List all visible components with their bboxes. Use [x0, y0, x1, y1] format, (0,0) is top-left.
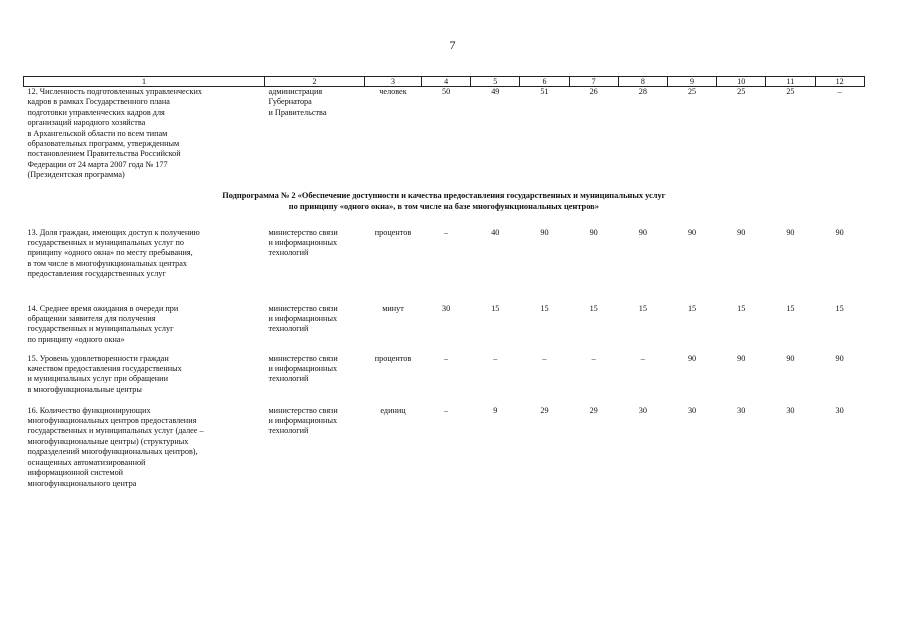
column-header-9: 9: [667, 77, 716, 87]
value-cell: 90: [835, 227, 844, 237]
value-cell: 15: [589, 303, 598, 313]
value-cell: 90: [687, 227, 697, 237]
column-header-7: 7: [569, 77, 618, 87]
value-cell: 30: [786, 405, 795, 415]
indicator-name: 12. Численность подготовленных управленческих кадров в рамках Государственного плана подготовки управленческих кадров для организаций народного хозяйства в Архангельской области по всем типам образовательных программ, утвержденным постановлением Правительства Российской Федерации от 24 марта 2007 года № 177 (Президентская программа): [27, 87, 202, 180]
value-cell: 25: [786, 87, 795, 96]
indicator-table: [23, 76, 865, 506]
column-number-header-row: [24, 77, 865, 87]
column-header-5: 5: [471, 77, 520, 87]
value-cell: –: [837, 87, 842, 96]
value-cell: 90: [589, 227, 598, 237]
indicator-name: 14. Среднее время ожидания в очереди при обращении заявителя для получения государственных и муниципальных услуг по принципу «одного окна»: [27, 303, 179, 344]
value-cell: –: [444, 353, 449, 363]
value-cell: 25: [737, 87, 746, 96]
value-cell: 90: [638, 227, 647, 237]
executor-name: министерство связи и информационных технологий: [268, 227, 338, 258]
value-cell: 30: [737, 405, 746, 415]
value-cell: 90: [786, 227, 795, 237]
page-number: 7: [449, 38, 456, 52]
indicator-table-container: [23, 76, 863, 506]
value-cell: 15: [638, 303, 647, 313]
value-cell: 15: [737, 303, 746, 313]
value-cell: 15: [687, 303, 697, 313]
executor-name: министерство связи и информационных технологий: [268, 303, 338, 334]
subprogram-header-row: [24, 187, 865, 228]
table-row: [24, 354, 865, 406]
unit-cell: процентов: [374, 227, 412, 237]
value-cell: 90: [737, 227, 746, 237]
value-cell: –: [444, 227, 449, 237]
indicator-name: 13. Доля граждан, имеющих доступ к получению государственных и муниципальных услуг по принципу «одного окна» по месту пребывания, в том числе в многофункциональных центрах предоставления государственных услуг: [27, 227, 200, 279]
value-cell: 15: [786, 303, 795, 313]
table-row: [24, 406, 865, 506]
value-cell: 30: [835, 405, 844, 415]
value-cell: 15: [835, 303, 844, 313]
value-cell: –: [444, 405, 449, 415]
table-row: [24, 228, 865, 304]
value-cell: 40: [491, 227, 500, 237]
value-cell: 30: [687, 405, 697, 415]
value-cell: 90: [737, 353, 746, 363]
executor-name: министерство связи и информационных технологий: [268, 353, 338, 384]
value-cell: 90: [687, 353, 697, 363]
value-cell: 28: [638, 87, 647, 96]
unit-cell: процентов: [374, 353, 412, 363]
column-header-1: 1: [24, 77, 265, 87]
unit-cell: единиц: [380, 405, 406, 415]
column-header-4: 4: [422, 77, 471, 87]
subprogram-title: Подпрограмма № 2 «Обеспечение доступности и качества предоставления государственных и муниципальных услуг по принципу «одного окна», в том числе на базе многофункциональных центров»: [222, 190, 666, 211]
column-header-11: 11: [766, 77, 815, 87]
column-header-8: 8: [618, 77, 667, 87]
value-cell: 90: [540, 227, 549, 237]
column-header-2: 2: [265, 77, 365, 87]
value-cell: –: [493, 353, 498, 363]
value-cell: 26: [589, 87, 598, 96]
value-cell: 51: [540, 87, 549, 96]
value-cell: 90: [786, 353, 795, 363]
value-cell: 50: [442, 87, 451, 96]
value-cell: 30: [638, 405, 647, 415]
value-cell: 25: [687, 87, 697, 96]
column-header-3: 3: [365, 77, 422, 87]
value-cell: –: [640, 353, 645, 363]
column-header-12: 12: [815, 77, 864, 87]
executor-name: администрация Губернатора и Правительства: [268, 87, 327, 117]
column-header-6: 6: [520, 77, 569, 87]
value-cell: 49: [491, 87, 500, 96]
value-cell: –: [542, 353, 547, 363]
value-cell: 29: [589, 405, 598, 415]
column-header-10: 10: [717, 77, 766, 87]
table-row: [24, 304, 865, 354]
unit-cell: человек: [379, 87, 407, 96]
value-cell: 15: [540, 303, 549, 313]
value-cell: 15: [491, 303, 500, 313]
value-cell: –: [591, 353, 596, 363]
indicator-name: 16. Количество функционирующих многофункциональных центров предоставления государственных и муниципальных услуг (далее – многофункциональные центры) (структурных подразделений многофункциональных центров), оснащенных автоматизированной информационной системой многофункционального центра: [27, 405, 204, 488]
value-cell: 30: [442, 303, 451, 313]
value-cell: 29: [540, 405, 549, 415]
indicator-name: 15. Уровень удовлетворенности граждан качеством предоставления государственных и муниципальных услуг при обращении в многофункциональные центры: [27, 353, 182, 394]
value-cell: 9: [493, 405, 498, 415]
executor-name: министерство связи и информационных технологий: [268, 405, 338, 436]
value-cell: 90: [835, 353, 844, 363]
unit-cell: минут: [382, 303, 404, 313]
table-row: [24, 87, 865, 187]
